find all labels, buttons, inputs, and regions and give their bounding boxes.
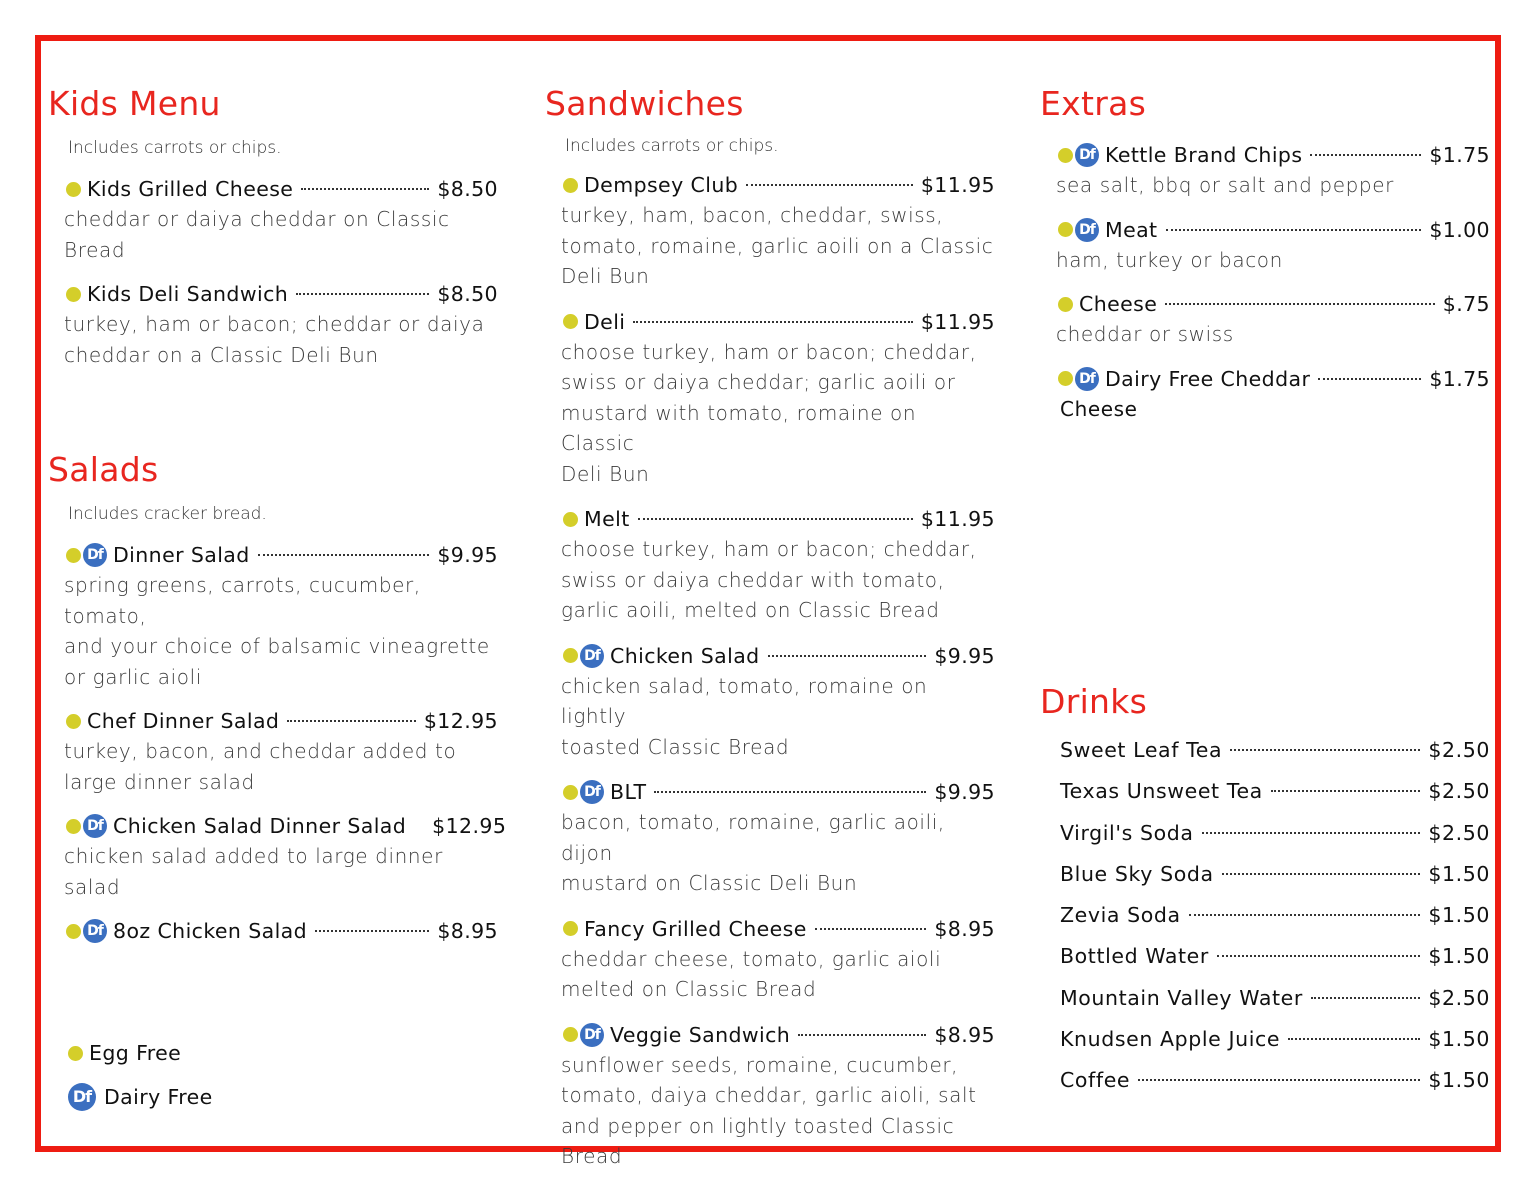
dot-leader	[1288, 1038, 1420, 1040]
menu-item[interactable]	[545, 641, 995, 763]
dot-leader	[1138, 1079, 1420, 1081]
egg-free-icon	[68, 1046, 83, 1061]
menu-item[interactable]	[48, 540, 498, 692]
item-name: Cheese	[1079, 292, 1158, 316]
item-price: $2.50	[1428, 738, 1490, 762]
item-price: $.75	[1442, 292, 1490, 316]
item-price: $2.50	[1428, 779, 1490, 804]
drink-item[interactable]	[1040, 1019, 1490, 1060]
item-price: $1.75	[1429, 366, 1490, 391]
menu-item[interactable]	[545, 914, 995, 1005]
item-name: Fancy Grilled Cheese	[584, 916, 807, 941]
menu-item[interactable]	[1040, 364, 1490, 425]
kids-menu-section	[48, 84, 498, 370]
egg-free-icon	[1058, 297, 1073, 312]
item-description: turkey, ham or bacon; cheddar or daiya cheddar on a Classic Deli Bun	[64, 312, 485, 367]
item-price: $11.95	[920, 507, 995, 531]
menu-item[interactable]	[545, 170, 995, 292]
dot-leader	[1311, 997, 1420, 999]
section-note-kids: Includes carrots or chips.	[68, 138, 282, 158]
item-description: turkey, ham, bacon, cheddar, swiss, tomato, romaine, garlic aoili on a Classic Deli Bun	[561, 203, 994, 288]
item-description: cheddar cheese, tomato, garlic aioli melted on Classic Bread	[561, 946, 942, 1001]
dot-leader	[1166, 229, 1422, 231]
item-description: choose turkey, ham or bacon; cheddar, swiss or daiya cheddar with tomato, garlic aoili, melted on Classic Bread	[561, 537, 977, 622]
dot-leader	[746, 184, 913, 186]
item-name: Chicken Salad	[610, 643, 760, 668]
menu-item[interactable]	[48, 811, 507, 902]
item-price: $11.95	[920, 309, 995, 334]
item-name: Dempsey Club	[584, 173, 739, 197]
item-name: Kids Grilled Cheese	[87, 177, 294, 201]
item-name: BLT	[610, 780, 647, 804]
dot-leader	[815, 928, 927, 930]
legend-label: Egg Free	[89, 1041, 182, 1065]
item-price: $1.50	[1428, 944, 1490, 969]
item-name: Texas Unsweet Tea	[1060, 779, 1263, 804]
legend-dairy-free	[68, 1082, 518, 1112]
item-name: Virgil's Soda	[1060, 820, 1194, 845]
item-description: chicken salad added to large dinner salad	[64, 844, 443, 899]
item-price: $1.50	[1428, 861, 1490, 886]
egg-free-icon	[563, 648, 578, 663]
item-price: $9.95	[437, 543, 498, 567]
dot-leader	[301, 188, 429, 190]
dairy-free-icon: Df	[580, 1023, 604, 1047]
drink-item[interactable]	[1040, 936, 1490, 977]
item-description: cheddar or swiss	[1056, 322, 1234, 346]
drink-item[interactable]	[1040, 813, 1490, 854]
section-title-drinks: Drinks	[1040, 682, 1148, 721]
item-description: bacon, tomato, romaine, garlic aoili, dijon mustard on Classic Deli Bun	[561, 810, 945, 895]
menu-item[interactable]	[545, 307, 995, 490]
dairy-free-icon: Df	[1075, 367, 1099, 391]
menu-item[interactable]	[545, 504, 995, 626]
legend-label: Dairy Free	[104, 1085, 213, 1109]
legend-egg-free	[68, 1038, 518, 1068]
menu-item[interactable]	[1040, 289, 1490, 350]
item-name: Dinner Salad	[113, 543, 250, 567]
dot-leader	[296, 293, 429, 295]
drink-item[interactable]	[1040, 1060, 1490, 1101]
item-name: Blue Sky Soda	[1060, 861, 1214, 886]
section-title-salads: Salads	[48, 450, 159, 489]
item-price: $1.00	[1429, 217, 1490, 242]
dot-leader	[638, 518, 913, 520]
drink-item[interactable]	[1040, 771, 1490, 812]
item-price: $1.50	[1428, 903, 1490, 928]
item-description: Cheese	[1060, 396, 1138, 421]
section-note-sandwiches: Includes carrots or chips.	[565, 136, 779, 156]
item-name: Kids Deli Sandwich	[87, 282, 289, 306]
item-price: $1.75	[1429, 143, 1490, 167]
menu-item[interactable]	[545, 777, 995, 899]
item-price: $2.50	[1428, 820, 1490, 845]
dot-leader	[1202, 832, 1421, 834]
dot-leader	[1310, 154, 1421, 156]
egg-free-icon	[66, 714, 81, 729]
item-description: choose turkey, ham or bacon; cheddar, swiss or daiya cheddar; garlic aoili or mustard with tomato, romaine on Classic Deli Bun	[561, 339, 977, 486]
egg-free-icon	[563, 785, 578, 800]
egg-free-icon	[563, 1027, 578, 1042]
egg-free-icon	[66, 548, 81, 563]
dot-leader	[1189, 914, 1421, 916]
item-price: $2.50	[1428, 985, 1490, 1010]
dairy-free-icon: Df	[68, 1083, 96, 1111]
dot-leader	[798, 1034, 926, 1036]
menu-item[interactable]	[1040, 140, 1490, 201]
drink-item[interactable]	[1040, 978, 1490, 1019]
dairy-free-icon: Df	[580, 780, 604, 804]
item-name: Kettle Brand Chips	[1105, 143, 1303, 167]
dairy-free-icon: Df	[83, 814, 107, 838]
item-price: $9.95	[934, 780, 995, 804]
dairy-free-icon: Df	[580, 644, 604, 668]
item-price: $8.95	[934, 916, 995, 941]
item-price: $1.50	[1428, 1027, 1490, 1052]
item-description: sunflower seeds, romaine, cucumber, tomato, daiya cheddar, garlic aioli, salt and pepper on lightly toasted Classic Bread	[561, 1052, 977, 1168]
item-description: ham, turkey or bacon	[1056, 247, 1283, 272]
menu-item[interactable]	[545, 1020, 995, 1172]
item-description: spring greens, carrots, cucumber, tomato, and your choice of balsamic vineagrette or garlic aioli	[64, 573, 490, 689]
egg-free-icon	[66, 287, 81, 302]
section-title-sandwiches: Sandwiches	[545, 84, 744, 123]
item-name: Bottled Water	[1060, 944, 1209, 969]
drink-item[interactable]	[1040, 895, 1490, 936]
dot-leader	[1230, 749, 1420, 751]
item-name: Meat	[1105, 217, 1158, 242]
menu-item[interactable]	[48, 916, 498, 946]
item-name: Dairy Free Cheddar	[1105, 366, 1311, 391]
item-price: $8.95	[934, 1022, 995, 1047]
section-title-extras: Extras	[1040, 84, 1147, 123]
dot-leader	[1217, 955, 1420, 957]
egg-free-icon	[563, 921, 578, 936]
menu-item[interactable]	[48, 706, 498, 797]
item-price: $8.95	[437, 919, 498, 943]
extras-section	[1040, 84, 1490, 424]
dairy-free-icon: Df	[1075, 218, 1099, 242]
section-title-kids: Kids Menu	[48, 84, 221, 123]
item-price: $1.50	[1428, 1068, 1490, 1093]
dot-leader	[654, 791, 926, 793]
egg-free-icon	[563, 314, 578, 329]
item-name: Deli	[584, 309, 626, 334]
item-description: turkey, bacon, and cheddar added to large dinner salad	[64, 739, 457, 794]
item-description: cheddar or daiya cheddar on Classic Bread	[64, 207, 450, 262]
item-name: Sweet Leaf Tea	[1060, 738, 1223, 762]
item-price: $8.50	[437, 177, 498, 201]
item-price: $12.95	[432, 814, 507, 838]
egg-free-icon	[1058, 371, 1073, 386]
dot-leader	[287, 720, 416, 722]
dairy-free-icon: Df	[83, 543, 107, 567]
salads-section	[48, 450, 507, 946]
dot-leader	[258, 554, 430, 556]
item-price: $11.95	[920, 173, 995, 197]
item-name: 8oz Chicken Salad	[113, 919, 308, 943]
dot-leader	[633, 321, 912, 323]
dot-leader	[768, 655, 927, 657]
item-price: $9.95	[934, 643, 995, 668]
item-price: $8.50	[437, 282, 498, 306]
egg-free-icon	[66, 819, 81, 834]
drinks-section	[1040, 682, 1490, 1102]
egg-free-icon	[1058, 148, 1073, 163]
item-name: Coffee	[1060, 1068, 1131, 1093]
drink-item[interactable]	[1040, 854, 1490, 895]
menu-item[interactable]	[48, 279, 498, 370]
item-name: Chicken Salad Dinner Salad	[113, 814, 407, 838]
dairy-free-icon: Df	[83, 919, 107, 943]
item-name: Knudsen Apple Juice	[1060, 1027, 1281, 1052]
item-description: chicken salad, tomato, romaine on lightly toasted Classic Bread	[561, 673, 928, 759]
item-name: Veggie Sandwich	[610, 1022, 791, 1047]
egg-free-icon	[563, 178, 578, 193]
egg-free-icon	[66, 182, 81, 197]
sandwiches-section	[545, 84, 995, 1172]
dot-leader	[315, 930, 429, 932]
dot-leader	[1222, 873, 1421, 875]
dot-leader	[1165, 303, 1435, 305]
item-name: Zevia Soda	[1060, 903, 1181, 928]
item-price: $12.95	[423, 709, 498, 733]
drink-item[interactable]	[1040, 730, 1490, 771]
dot-leader	[1271, 790, 1420, 792]
section-note-salads: Includes cracker bread.	[68, 504, 267, 524]
item-name: Chef Dinner Salad	[87, 709, 280, 733]
dot-leader	[1318, 378, 1421, 380]
item-name: Melt	[584, 507, 630, 531]
item-name: Mountain Valley Water	[1060, 985, 1303, 1010]
dairy-free-icon: Df	[1075, 143, 1099, 167]
egg-free-icon	[66, 924, 81, 939]
menu-item[interactable]	[1040, 215, 1490, 276]
menu-item[interactable]	[48, 174, 498, 265]
egg-free-icon	[1058, 222, 1073, 237]
allergen-legend	[68, 1038, 518, 1112]
item-description: sea salt, bbq or salt and pepper	[1056, 173, 1394, 197]
egg-free-icon	[563, 512, 578, 527]
